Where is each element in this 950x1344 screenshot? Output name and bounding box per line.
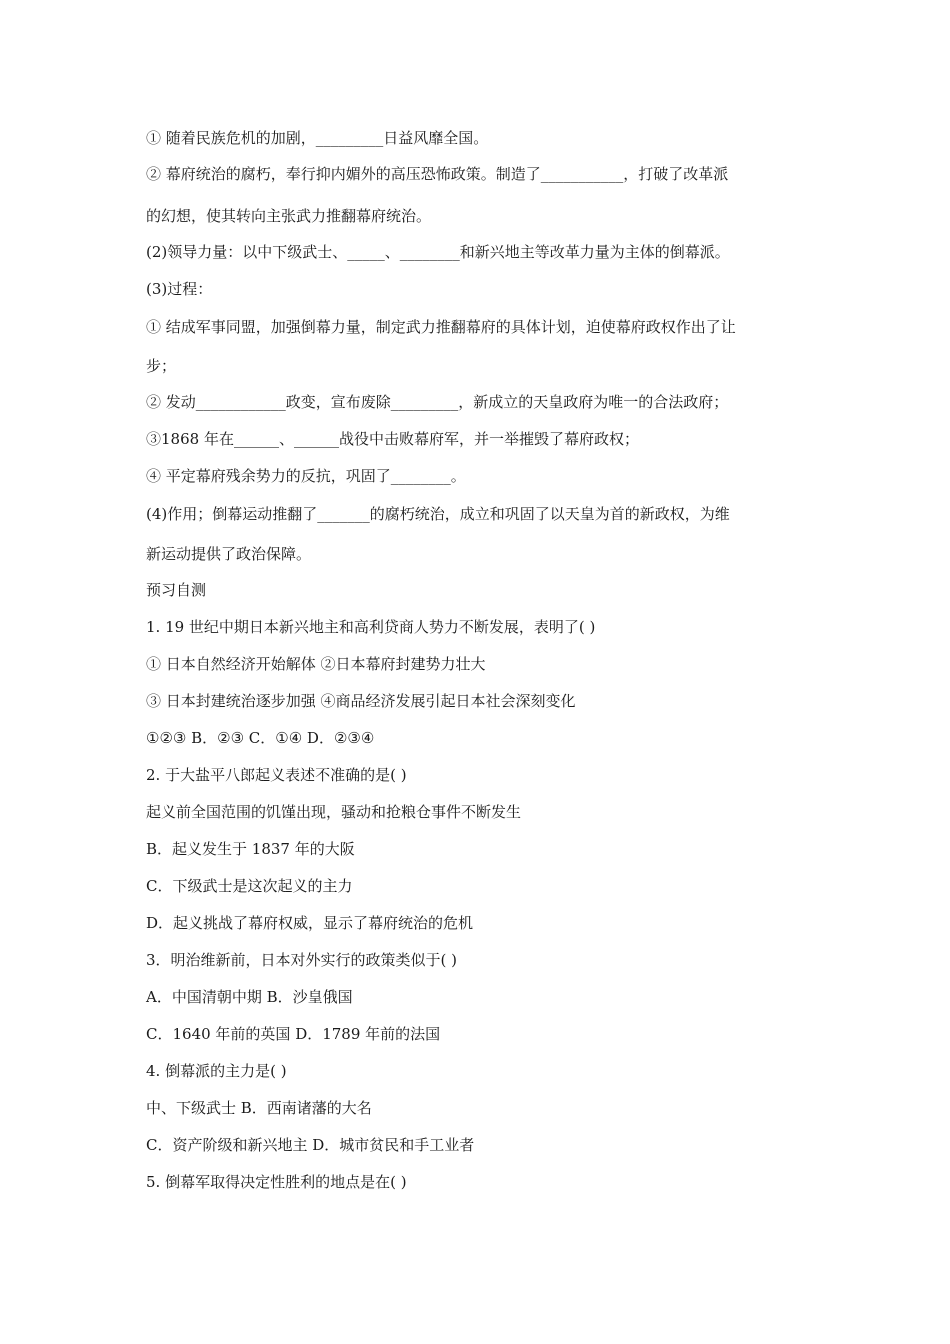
text-line-06: ① 结成军事同盟，加强倒幕力量，制定武力推翻幕府的具体计划，迫使幕府政权作出了让 [146,318,736,336]
question-4: 4. 倒幕派的主力是( ) [146,1062,287,1080]
question-2: 2. 于大盐平八郎起义表述不准确的是( ) [146,766,407,784]
question-4-options-ab: 中、下级武士 B．西南诸藩的大名 [146,1099,372,1117]
question-5: 5. 倒幕军取得决定性胜利的地点是在( ) [146,1173,407,1191]
question-4-options-cd: C．资产阶级和新兴地主 D．城市贫民和手工业者 [146,1136,475,1154]
text-line-03: 的幻想，使其转向主张武力推翻幕府统治。 [146,207,432,225]
text-line-09: ③1868 年在______、______战役中击败幕府军，并一举摧毁了幕府政权； [146,430,639,448]
question-2-option-a: 起义前全国范围的饥馑出现，骚动和抢粮仓事件不断发生 [146,803,522,821]
question-1-option-line-1: ① 日本自然经济开始解体 ②日本幕府封建势力壮大 [146,655,486,673]
question-1-choices: ①②③ B．②③ C．①④ D．②③④ [146,729,375,747]
text-line-05: (3)过程： [146,280,213,298]
section-title: 预习自测 [146,581,207,599]
question-2-option-d: D．起义挑战了幕府权威，显示了幕府统治的危机 [146,914,474,932]
text-line-12: 新运动提供了政治保障。 [146,545,312,563]
question-3-options-ab: A．中国清朝中期 B．沙皇俄国 [146,988,353,1006]
text-line-11: (4)作用；倒幕运动推翻了_______的腐朽统治，成立和巩固了以天皇为首的新政权，为维 [146,505,730,523]
text-line-04: (2)领导力量：以中下级武士、_____、________和新兴地主等改革力量为主体的倒幕派。 [146,243,730,261]
question-3-options-cd: C．1640 年前的英国 D．1789 年前的法国 [146,1025,441,1043]
text-line-01: ① 随着民族危机的加剧，_________日益风靡全国。 [146,129,489,147]
text-line-08: ② 发动____________政变，宣布废除_________，新成立的天皇政府为唯一的合法政府； [146,393,729,411]
question-2-option-c: C．下级武士是这次起义的主力 [146,877,353,895]
text-line-02: ② 幕府统治的腐朽，奉行抑内媚外的高压恐怖政策。制造了___________，打破了改革派 [146,165,729,183]
question-1: 1. 19 世纪中期日本新兴地主和高利贷商人势力不断发展，表明了( ) [146,618,596,636]
question-1-option-line-2: ③ 日本封建统治逐步加强 ④商品经济发展引起日本社会深刻变化 [146,692,576,710]
text-line-07: 步； [146,357,177,375]
question-2-option-b: B．起义发生于 1837 年的大阪 [146,840,355,858]
question-3: 3．明治维新前，日本对外实行的政策类似于( ) [146,951,458,969]
text-line-10: ④ 平定幕府残余势力的反抗，巩固了________。 [146,467,466,485]
